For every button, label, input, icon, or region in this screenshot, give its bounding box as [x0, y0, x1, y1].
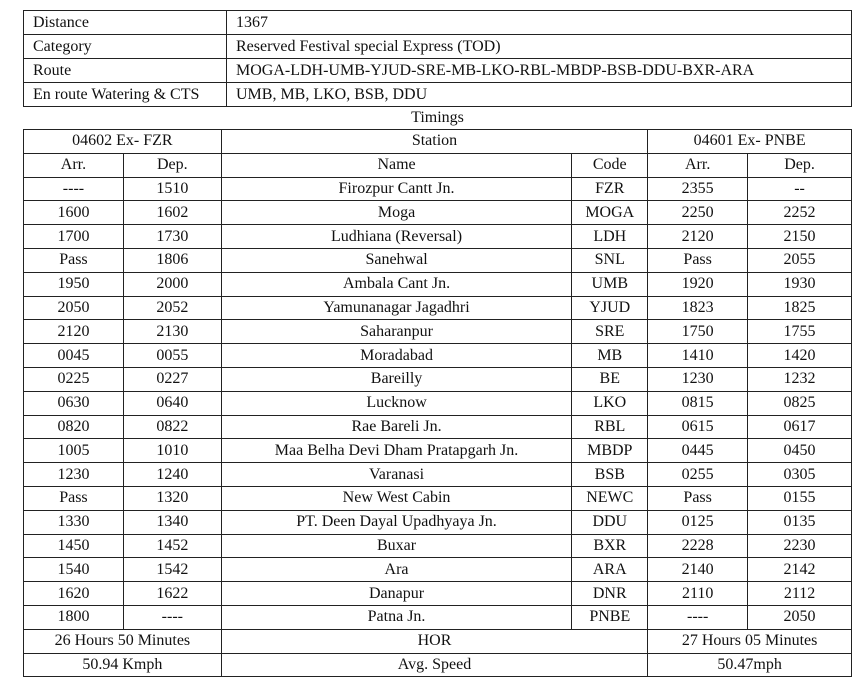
- arr-left: 1950: [24, 272, 124, 296]
- station-code: RBL: [572, 415, 648, 439]
- station-name: Rae Bareli Jn.: [221, 415, 572, 439]
- arr-right: 1920: [648, 272, 748, 296]
- arr-left: 1700: [24, 225, 124, 249]
- arr-right: 0125: [648, 510, 748, 534]
- dep-left: 2130: [123, 320, 221, 344]
- arr-right: ----: [648, 605, 748, 629]
- info-row-route: [24, 59, 852, 83]
- right-train-header: 04601 Ex- PNBE: [648, 130, 852, 154]
- dep-right: 2142: [748, 558, 852, 582]
- station-code: NEWC: [572, 486, 648, 510]
- arr-left: 0630: [24, 391, 124, 415]
- timings-title: Timings: [411, 109, 464, 126]
- speed-right: 50.47mph: [648, 653, 852, 677]
- info-row-watering: [24, 83, 852, 107]
- arr-right: 2110: [648, 582, 748, 606]
- station-name: Saharanpur: [221, 320, 572, 344]
- arr-right: 1410: [648, 344, 748, 368]
- table-row: [24, 415, 852, 439]
- station-code: DNR: [572, 582, 648, 606]
- info-key: Distance: [24, 11, 227, 35]
- arr-right: 1230: [648, 367, 748, 391]
- dep-left: 1452: [123, 534, 221, 558]
- table-row: [24, 344, 852, 368]
- station-name: Buxar: [221, 534, 572, 558]
- station-code: SNL: [572, 248, 648, 272]
- info-key: Route: [24, 59, 227, 83]
- hor-right: 27 Hours 05 Minutes: [648, 629, 852, 653]
- arr-right: 2228: [648, 534, 748, 558]
- station-name: Danapur: [221, 582, 572, 606]
- arr-right: 2140: [648, 558, 748, 582]
- arr-right: 2355: [648, 177, 748, 201]
- header-row-columns: [24, 153, 852, 177]
- dep-left: 0822: [123, 415, 221, 439]
- col-header-code: Code: [572, 153, 648, 177]
- table-row: [24, 582, 852, 606]
- table-row: [24, 248, 852, 272]
- table-row: [24, 177, 852, 201]
- station-code: FZR: [572, 177, 648, 201]
- info-row-category: [24, 35, 852, 59]
- station-code: DDU: [572, 510, 648, 534]
- station-name: Moradabad: [221, 344, 572, 368]
- dep-left: 1602: [123, 201, 221, 225]
- arr-left: 1330: [24, 510, 124, 534]
- station-name: Varanasi: [221, 463, 572, 487]
- arr-right: 2120: [648, 225, 748, 249]
- station-name: New West Cabin: [221, 486, 572, 510]
- station-code: PNBE: [572, 605, 648, 629]
- dep-right: 1420: [748, 344, 852, 368]
- arr-left: 1600: [24, 201, 124, 225]
- station-name: Ludhiana (Reversal): [221, 225, 572, 249]
- timings-footer: [24, 629, 852, 677]
- info-value: Reserved Festival special Express (TOD): [227, 35, 852, 59]
- dep-right: 0305: [748, 463, 852, 487]
- dep-right: 0135: [748, 510, 852, 534]
- station-name: PT. Deen Dayal Upadhyaya Jn.: [221, 510, 572, 534]
- timings-table: [23, 129, 852, 677]
- table-row: [24, 367, 852, 391]
- station-code: BSB: [572, 463, 648, 487]
- header-row-trains: [24, 130, 852, 154]
- dep-right: 2230: [748, 534, 852, 558]
- arr-left: 1005: [24, 439, 124, 463]
- arr-left: 2050: [24, 296, 124, 320]
- arr-right: 2250: [648, 201, 748, 225]
- station-header: Station: [221, 130, 647, 154]
- dep-left: 1622: [123, 582, 221, 606]
- station-name: Maa Belha Devi Dham Pratapgarh Jn.: [221, 439, 572, 463]
- station-name: Ara: [221, 558, 572, 582]
- dep-left: 0227: [123, 367, 221, 391]
- arr-right: Pass: [648, 248, 748, 272]
- arr-left: 1230: [24, 463, 124, 487]
- table-row: [24, 296, 852, 320]
- dep-right: 2055: [748, 248, 852, 272]
- station-code: LDH: [572, 225, 648, 249]
- station-code: BXR: [572, 534, 648, 558]
- dep-right: 2150: [748, 225, 852, 249]
- col-header-dep: Dep.: [123, 153, 221, 177]
- info-key: En route Watering & CTS: [24, 83, 227, 107]
- station-name: Yamunanagar Jagadhri: [221, 296, 572, 320]
- arr-right: 1823: [648, 296, 748, 320]
- dep-left: 1340: [123, 510, 221, 534]
- arr-left: 2120: [24, 320, 124, 344]
- speed-row: [24, 653, 852, 677]
- table-row: [24, 486, 852, 510]
- speed-label: Avg. Speed: [221, 653, 647, 677]
- arr-left: 1800: [24, 605, 124, 629]
- arr-left: Pass: [24, 248, 124, 272]
- table-row: [24, 320, 852, 344]
- dep-right: 2112: [748, 582, 852, 606]
- info-value: 1367: [227, 11, 852, 35]
- arr-left: 0820: [24, 415, 124, 439]
- dep-right: 1232: [748, 367, 852, 391]
- station-name: Sanehwal: [221, 248, 572, 272]
- arr-right: 0445: [648, 439, 748, 463]
- table-row: [24, 439, 852, 463]
- station-name: Lucknow: [221, 391, 572, 415]
- arr-left: 1620: [24, 582, 124, 606]
- arr-right: 0815: [648, 391, 748, 415]
- info-value: UMB, MB, LKO, BSB, DDU: [227, 83, 852, 107]
- dep-right: 0450: [748, 439, 852, 463]
- dep-right: 0617: [748, 415, 852, 439]
- dep-left: ----: [123, 605, 221, 629]
- hor-label: HOR: [221, 629, 647, 653]
- station-code: MOGA: [572, 201, 648, 225]
- speed-left: 50.94 Kmph: [24, 653, 222, 677]
- dep-left: 0640: [123, 391, 221, 415]
- dep-left: 1240: [123, 463, 221, 487]
- station-name: Patna Jn.: [221, 605, 572, 629]
- station-name: Firozpur Cantt Jn.: [221, 177, 572, 201]
- col-header-dep: Dep.: [748, 153, 852, 177]
- info-value: MOGA-LDH-UMB-YJUD-SRE-MB-LKO-RBL-MBDP-BSB-DDU-BXR-ARA: [227, 59, 852, 83]
- timings-body: [24, 130, 852, 630]
- dep-right: 1930: [748, 272, 852, 296]
- station-code: SRE: [572, 320, 648, 344]
- table-row: [24, 510, 852, 534]
- hor-left: 26 Hours 50 Minutes: [24, 629, 222, 653]
- dep-right: 1825: [748, 296, 852, 320]
- arr-left: ----: [24, 177, 124, 201]
- dep-right: --: [748, 177, 852, 201]
- station-code: BE: [572, 367, 648, 391]
- table-row: [24, 391, 852, 415]
- dep-right: 0825: [748, 391, 852, 415]
- station-code: UMB: [572, 272, 648, 296]
- arr-left: Pass: [24, 486, 124, 510]
- table-row: [24, 272, 852, 296]
- info-key: Category: [24, 35, 227, 59]
- dep-left: 2000: [123, 272, 221, 296]
- dep-left: 1542: [123, 558, 221, 582]
- station-code: LKO: [572, 391, 648, 415]
- col-header-arr: Arr.: [648, 153, 748, 177]
- station-code: YJUD: [572, 296, 648, 320]
- station-name: Ambala Cant Jn.: [221, 272, 572, 296]
- station-name: Bareilly: [221, 367, 572, 391]
- dep-left: 1010: [123, 439, 221, 463]
- dep-left: 1510: [123, 177, 221, 201]
- dep-right: 2050: [748, 605, 852, 629]
- dep-right: 1755: [748, 320, 852, 344]
- arr-right: 1750: [648, 320, 748, 344]
- arr-right: Pass: [648, 486, 748, 510]
- dep-left: 1320: [123, 486, 221, 510]
- arr-right: 0255: [648, 463, 748, 487]
- info-row-distance: [24, 11, 852, 35]
- arr-left: 0045: [24, 344, 124, 368]
- dep-left: 1806: [123, 248, 221, 272]
- station-code: MBDP: [572, 439, 648, 463]
- dep-left: 1730: [123, 225, 221, 249]
- arr-left: 0225: [24, 367, 124, 391]
- table-row: [24, 605, 852, 629]
- dep-left: 2052: [123, 296, 221, 320]
- train-info-body: [24, 11, 852, 107]
- table-row: [24, 558, 852, 582]
- table-row: [24, 534, 852, 558]
- table-row: [24, 225, 852, 249]
- table-row: [24, 463, 852, 487]
- station-code: ARA: [572, 558, 648, 582]
- table-row: [24, 201, 852, 225]
- station-code: MB: [572, 344, 648, 368]
- arr-right: 0615: [648, 415, 748, 439]
- dep-right: 2252: [748, 201, 852, 225]
- hor-row: [24, 629, 852, 653]
- dep-left: 0055: [123, 344, 221, 368]
- col-header-name: Name: [221, 153, 572, 177]
- arr-left: 1450: [24, 534, 124, 558]
- station-name: Moga: [221, 201, 572, 225]
- arr-left: 1540: [24, 558, 124, 582]
- train-info-table: [23, 10, 852, 107]
- dep-right: 0155: [748, 486, 852, 510]
- col-header-arr: Arr.: [24, 153, 124, 177]
- left-train-header: 04602 Ex- FZR: [24, 130, 222, 154]
